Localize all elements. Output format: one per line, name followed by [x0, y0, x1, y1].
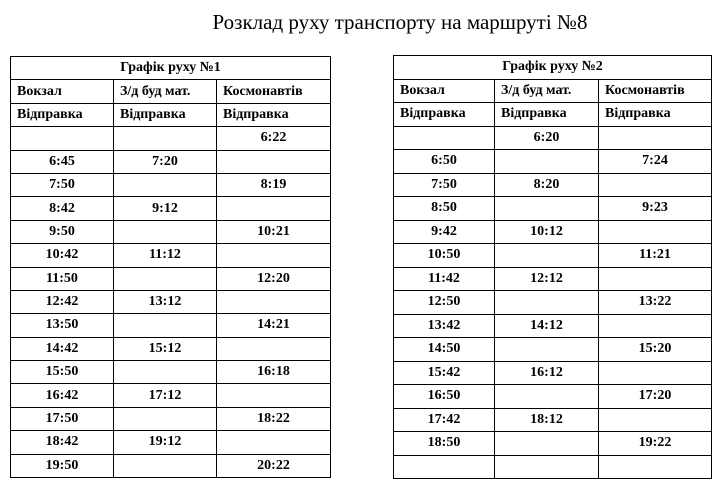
schedule-table-2	[393, 55, 712, 479]
stop-header-row	[394, 79, 712, 103]
table-row	[11, 127, 331, 150]
time-cell: 6:22	[217, 127, 331, 150]
time-cell: 10:50	[394, 244, 495, 268]
time-cell	[114, 407, 217, 430]
stop-header-row	[11, 80, 331, 103]
time-cell	[495, 455, 599, 479]
table-row	[394, 173, 712, 197]
time-cell	[495, 197, 599, 221]
time-cell	[394, 455, 495, 479]
schedule-title: Графік руху №1	[11, 57, 331, 80]
time-cell: 12:12	[495, 267, 599, 291]
table-row	[394, 408, 712, 432]
subheader-row	[394, 103, 712, 127]
table-row	[11, 290, 331, 313]
column-header-vokzal: Вокзал	[394, 79, 495, 103]
time-cell: 20:22	[217, 454, 331, 477]
time-cell	[11, 127, 114, 150]
table-row	[394, 432, 712, 456]
time-cell: 7:50	[11, 173, 114, 196]
time-cell	[495, 150, 599, 174]
table-row	[394, 291, 712, 315]
time-cell	[495, 338, 599, 362]
subheader-row	[11, 103, 331, 126]
time-cell: 8:20	[495, 173, 599, 197]
time-cell: 19:50	[11, 454, 114, 477]
column-header-zd-bud-mat: З/д буд мат.	[495, 79, 599, 103]
table-row	[11, 173, 331, 196]
column-subheader-departure: Відправка	[394, 103, 495, 127]
time-cell: 6:45	[11, 150, 114, 173]
time-cell: 7:50	[394, 173, 495, 197]
schedule-title: Графік руху №2	[394, 56, 712, 80]
time-cell	[599, 314, 712, 338]
table-row	[394, 267, 712, 291]
time-cell	[217, 384, 331, 407]
time-cell: 11:50	[11, 267, 114, 290]
column-header-vokzal: Вокзал	[11, 80, 114, 103]
time-cell	[217, 244, 331, 267]
table-row	[11, 150, 331, 173]
time-cell: 18:12	[495, 408, 599, 432]
table-row	[11, 314, 331, 337]
time-cell: 8:50	[394, 197, 495, 221]
time-cell: 16:12	[495, 361, 599, 385]
column-header-zd-bud-mat: З/д буд мат.	[114, 80, 217, 103]
table-row	[394, 126, 712, 150]
column-subheader-departure: Відправка	[495, 103, 599, 127]
time-cell: 8:42	[11, 197, 114, 220]
table-row	[11, 361, 331, 384]
table-row	[11, 220, 331, 243]
time-cell: 15:42	[394, 361, 495, 385]
column-header-kosmonavtiv: Космонавтів	[599, 79, 712, 103]
table-row	[394, 314, 712, 338]
table-row	[11, 384, 331, 407]
time-cell: 12:20	[217, 267, 331, 290]
time-cell: 13:12	[114, 290, 217, 313]
time-cell	[599, 267, 712, 291]
time-cell: 9:12	[114, 197, 217, 220]
table-row	[394, 197, 712, 221]
time-cell	[217, 197, 331, 220]
time-cell: 18:42	[11, 431, 114, 454]
time-cell: 13:42	[394, 314, 495, 338]
time-cell	[599, 455, 712, 479]
time-cell: 11:21	[599, 244, 712, 268]
time-cell	[394, 126, 495, 150]
column-subheader-departure: Відправка	[599, 103, 712, 127]
time-cell: 14:12	[495, 314, 599, 338]
time-cell	[599, 126, 712, 150]
time-cell: 14:50	[394, 338, 495, 362]
time-cell: 19:22	[599, 432, 712, 456]
time-cell	[495, 291, 599, 315]
time-cell: 13:50	[11, 314, 114, 337]
time-cell	[599, 361, 712, 385]
time-cell	[217, 337, 331, 360]
table-row	[11, 244, 331, 267]
time-cell: 11:42	[394, 267, 495, 291]
time-cell: 18:22	[217, 407, 331, 430]
column-subheader-departure: Відправка	[114, 103, 217, 126]
time-cell: 9:42	[394, 220, 495, 244]
time-cell: 13:22	[599, 291, 712, 315]
time-cell: 10:42	[11, 244, 114, 267]
time-cell	[495, 432, 599, 456]
time-cell: 9:23	[599, 197, 712, 221]
table-row	[394, 385, 712, 409]
time-cell: 8:19	[217, 173, 331, 196]
time-cell: 9:50	[11, 220, 114, 243]
time-cell	[217, 431, 331, 454]
time-cell	[599, 173, 712, 197]
table-row	[394, 361, 712, 385]
time-cell	[114, 267, 217, 290]
table-row	[394, 220, 712, 244]
schedule-table-1	[10, 56, 331, 478]
time-cell: 18:50	[394, 432, 495, 456]
time-cell: 14:42	[11, 337, 114, 360]
time-cell	[495, 244, 599, 268]
time-cell	[114, 314, 217, 337]
time-cell: 17:42	[394, 408, 495, 432]
time-cell	[114, 220, 217, 243]
time-cell: 6:20	[495, 126, 599, 150]
time-cell: 17:50	[11, 407, 114, 430]
time-cell: 15:20	[599, 338, 712, 362]
table-row	[11, 431, 331, 454]
column-subheader-departure: Відправка	[217, 103, 331, 126]
time-cell: 15:12	[114, 337, 217, 360]
time-cell	[599, 220, 712, 244]
time-cell: 16:50	[394, 385, 495, 409]
time-cell	[217, 290, 331, 313]
table-row	[11, 407, 331, 430]
time-cell	[114, 173, 217, 196]
table-row	[11, 454, 331, 477]
column-header-kosmonavtiv: Космонавтів	[217, 80, 331, 103]
table-row	[394, 150, 712, 174]
page-title: Розклад руху транспорту на маршруті №8	[212, 10, 588, 34]
table-row	[11, 267, 331, 290]
time-cell: 15:50	[11, 361, 114, 384]
time-cell	[114, 361, 217, 384]
time-cell	[495, 385, 599, 409]
time-cell: 7:20	[114, 150, 217, 173]
time-cell	[114, 454, 217, 477]
time-cell: 17:12	[114, 384, 217, 407]
time-cell: 10:12	[495, 220, 599, 244]
time-cell	[217, 150, 331, 173]
time-cell: 11:12	[114, 244, 217, 267]
table-row	[394, 244, 712, 268]
table-row	[11, 197, 331, 220]
time-cell: 12:50	[394, 291, 495, 315]
time-cell: 10:21	[217, 220, 331, 243]
time-cell: 14:21	[217, 314, 331, 337]
time-cell: 12:42	[11, 290, 114, 313]
time-cell: 17:20	[599, 385, 712, 409]
time-cell: 16:18	[217, 361, 331, 384]
time-cell	[599, 408, 712, 432]
table-row	[11, 337, 331, 360]
table-row	[394, 455, 712, 479]
time-cell: 6:50	[394, 150, 495, 174]
column-subheader-departure: Відправка	[11, 103, 114, 126]
time-cell	[114, 127, 217, 150]
time-cell: 7:24	[599, 150, 712, 174]
time-cell: 19:12	[114, 431, 217, 454]
table-row	[394, 338, 712, 362]
time-cell: 16:42	[11, 384, 114, 407]
